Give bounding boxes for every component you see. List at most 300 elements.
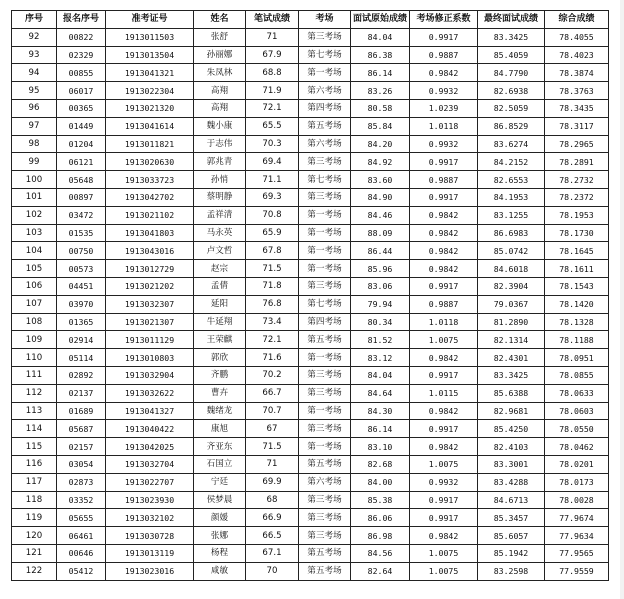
cell-reg-no: 02157 bbox=[57, 438, 106, 456]
cell-index: 115 bbox=[12, 438, 57, 456]
cell-name: 石国立 bbox=[194, 455, 246, 473]
table-body bbox=[12, 28, 609, 580]
table-row bbox=[12, 509, 609, 527]
cell-written-score: 65.9 bbox=[246, 224, 299, 242]
cell-room-factor: 0.9917 bbox=[410, 491, 478, 509]
header-cell-total-score: 综合成绩 bbox=[545, 11, 609, 29]
cell-raw-interview: 80.58 bbox=[351, 99, 410, 117]
cell-total-score: 78.0550 bbox=[545, 420, 609, 438]
cell-exam-room: 第七考场 bbox=[299, 46, 351, 64]
cell-exam-room: 第一考场 bbox=[299, 242, 351, 260]
table-row bbox=[12, 242, 609, 260]
cell-room-factor: 0.9842 bbox=[410, 349, 478, 367]
cell-final-interview: 84.6018 bbox=[478, 260, 545, 278]
cell-reg-no: 05648 bbox=[57, 171, 106, 189]
cell-final-interview: 85.4059 bbox=[478, 46, 545, 64]
cell-raw-interview: 84.20 bbox=[351, 135, 410, 153]
cell-exam-room: 第四考场 bbox=[299, 99, 351, 117]
table-row bbox=[12, 277, 609, 295]
cell-room-factor: 1.0115 bbox=[410, 384, 478, 402]
cell-name: 朱凤林 bbox=[194, 64, 246, 82]
cell-name: 赵宗 bbox=[194, 260, 246, 278]
cell-room-factor: 0.9917 bbox=[410, 366, 478, 384]
cell-raw-interview: 83.10 bbox=[351, 438, 410, 456]
cell-total-score: 78.3435 bbox=[545, 99, 609, 117]
cell-total-score: 78.2965 bbox=[545, 135, 609, 153]
cell-raw-interview: 83.12 bbox=[351, 349, 410, 367]
cell-total-score: 78.0462 bbox=[545, 438, 609, 456]
cell-exam-room: 第五考场 bbox=[299, 331, 351, 349]
cell-exam-room: 第五考场 bbox=[299, 117, 351, 135]
cell-total-score: 78.0855 bbox=[545, 366, 609, 384]
cell-total-score: 78.0201 bbox=[545, 455, 609, 473]
cell-final-interview: 85.6388 bbox=[478, 384, 545, 402]
cell-ticket-no: 1913012729 bbox=[106, 260, 194, 278]
cell-ticket-no: 1913042702 bbox=[106, 188, 194, 206]
cell-room-factor: 1.0075 bbox=[410, 544, 478, 562]
cell-ticket-no: 1913022304 bbox=[106, 82, 194, 100]
cell-reg-no: 00365 bbox=[57, 99, 106, 117]
cell-index: 114 bbox=[12, 420, 57, 438]
cell-final-interview: 84.1953 bbox=[478, 188, 545, 206]
cell-room-factor: 0.9842 bbox=[410, 206, 478, 224]
table-row bbox=[12, 420, 609, 438]
cell-index: 122 bbox=[12, 562, 57, 580]
cell-room-factor: 1.0118 bbox=[410, 117, 478, 135]
header-cell-reg-no: 报名序号 bbox=[57, 11, 106, 29]
cell-room-factor: 0.9932 bbox=[410, 135, 478, 153]
cell-exam-room: 第三考场 bbox=[299, 277, 351, 295]
cell-raw-interview: 84.90 bbox=[351, 188, 410, 206]
cell-room-factor: 0.9842 bbox=[410, 224, 478, 242]
cell-exam-room: 第一考场 bbox=[299, 349, 351, 367]
cell-reg-no: 02329 bbox=[57, 46, 106, 64]
cell-reg-no: 06017 bbox=[57, 82, 106, 100]
cell-ticket-no: 1913041803 bbox=[106, 224, 194, 242]
cell-name: 张舒 bbox=[194, 28, 246, 46]
cell-exam-room: 第一考场 bbox=[299, 206, 351, 224]
cell-final-interview: 83.1255 bbox=[478, 206, 545, 224]
table-row bbox=[12, 438, 609, 456]
cell-total-score: 78.1645 bbox=[545, 242, 609, 260]
cell-reg-no: 02914 bbox=[57, 331, 106, 349]
header-row bbox=[12, 11, 609, 29]
cell-written-score: 70.7 bbox=[246, 402, 299, 420]
cell-written-score: 67.1 bbox=[246, 544, 299, 562]
cell-ticket-no: 1913041614 bbox=[106, 117, 194, 135]
cell-exam-room: 第三考场 bbox=[299, 527, 351, 545]
cell-final-interview: 83.3425 bbox=[478, 28, 545, 46]
cell-room-factor: 0.9842 bbox=[410, 260, 478, 278]
cell-reg-no: 05655 bbox=[57, 509, 106, 527]
cell-reg-no: 04451 bbox=[57, 277, 106, 295]
header-cell-written-score: 笔试成绩 bbox=[246, 11, 299, 29]
cell-reg-no: 01535 bbox=[57, 224, 106, 242]
cell-written-score: 72.1 bbox=[246, 99, 299, 117]
cell-ticket-no: 1913023930 bbox=[106, 491, 194, 509]
cell-written-score: 67.8 bbox=[246, 242, 299, 260]
cell-index: 104 bbox=[12, 242, 57, 260]
table-row bbox=[12, 135, 609, 153]
cell-written-score: 70.2 bbox=[246, 366, 299, 384]
cell-name: 张娜 bbox=[194, 527, 246, 545]
cell-index: 96 bbox=[12, 99, 57, 117]
cell-name: 宁廷 bbox=[194, 473, 246, 491]
cell-name: 郭兆青 bbox=[194, 153, 246, 171]
cell-total-score: 78.4055 bbox=[545, 28, 609, 46]
cell-final-interview: 82.3904 bbox=[478, 277, 545, 295]
cell-ticket-no: 1913041327 bbox=[106, 402, 194, 420]
cell-index: 119 bbox=[12, 509, 57, 527]
table-row bbox=[12, 64, 609, 82]
cell-final-interview: 82.5059 bbox=[478, 99, 545, 117]
cell-reg-no: 01365 bbox=[57, 313, 106, 331]
cell-index: 108 bbox=[12, 313, 57, 331]
cell-total-score: 78.1953 bbox=[545, 206, 609, 224]
cell-exam-room: 第三考场 bbox=[299, 153, 351, 171]
cell-ticket-no: 1913010803 bbox=[106, 349, 194, 367]
cell-reg-no: 00822 bbox=[57, 28, 106, 46]
cell-exam-room: 第三考场 bbox=[299, 509, 351, 527]
cell-written-score: 65.5 bbox=[246, 117, 299, 135]
cell-ticket-no: 1913011821 bbox=[106, 135, 194, 153]
cell-index: 109 bbox=[12, 331, 57, 349]
cell-reg-no: 03970 bbox=[57, 295, 106, 313]
cell-raw-interview: 86.14 bbox=[351, 64, 410, 82]
cell-name: 咸敏 bbox=[194, 562, 246, 580]
cell-written-score: 70.8 bbox=[246, 206, 299, 224]
cell-exam-room: 第三考场 bbox=[299, 491, 351, 509]
cell-name: 郭欣 bbox=[194, 349, 246, 367]
table-row bbox=[12, 295, 609, 313]
cell-final-interview: 82.1314 bbox=[478, 331, 545, 349]
cell-exam-room: 第六考场 bbox=[299, 135, 351, 153]
cell-raw-interview: 86.44 bbox=[351, 242, 410, 260]
cell-raw-interview: 83.26 bbox=[351, 82, 410, 100]
cell-ticket-no: 1913032102 bbox=[106, 509, 194, 527]
cell-ticket-no: 1913040422 bbox=[106, 420, 194, 438]
cell-raw-interview: 84.64 bbox=[351, 384, 410, 402]
cell-exam-room: 第一考场 bbox=[299, 224, 351, 242]
header-cell-exam-room: 考场 bbox=[299, 11, 351, 29]
cell-reg-no: 02892 bbox=[57, 366, 106, 384]
cell-index: 98 bbox=[12, 135, 57, 153]
cell-exam-room: 第六考场 bbox=[299, 82, 351, 100]
cell-final-interview: 79.0367 bbox=[478, 295, 545, 313]
cell-exam-room: 第一考场 bbox=[299, 438, 351, 456]
cell-final-interview: 83.4288 bbox=[478, 473, 545, 491]
cell-ticket-no: 1913032622 bbox=[106, 384, 194, 402]
cell-name: 康旭 bbox=[194, 420, 246, 438]
table-row bbox=[12, 384, 609, 402]
cell-exam-room: 第五考场 bbox=[299, 562, 351, 580]
cell-total-score: 78.1328 bbox=[545, 313, 609, 331]
cell-total-score: 78.2891 bbox=[545, 153, 609, 171]
cell-room-factor: 0.9932 bbox=[410, 473, 478, 491]
cell-total-score: 78.1420 bbox=[545, 295, 609, 313]
cell-index: 117 bbox=[12, 473, 57, 491]
cell-reg-no: 03472 bbox=[57, 206, 106, 224]
cell-raw-interview: 84.04 bbox=[351, 28, 410, 46]
cell-ticket-no: 1913020630 bbox=[106, 153, 194, 171]
cell-written-score: 67 bbox=[246, 420, 299, 438]
cell-name: 卢文哲 bbox=[194, 242, 246, 260]
cell-ticket-no: 1913041321 bbox=[106, 64, 194, 82]
cell-reg-no: 06461 bbox=[57, 527, 106, 545]
table-row bbox=[12, 366, 609, 384]
cell-index: 116 bbox=[12, 455, 57, 473]
cell-final-interview: 82.6938 bbox=[478, 82, 545, 100]
cell-total-score: 78.1543 bbox=[545, 277, 609, 295]
cell-index: 121 bbox=[12, 544, 57, 562]
cell-total-score: 78.3763 bbox=[545, 82, 609, 100]
cell-room-factor: 0.9932 bbox=[410, 82, 478, 100]
cell-room-factor: 0.9917 bbox=[410, 28, 478, 46]
table-row bbox=[12, 544, 609, 562]
cell-name: 延阳 bbox=[194, 295, 246, 313]
header-cell-final-interview: 最终面试成绩 bbox=[478, 11, 545, 29]
cell-index: 107 bbox=[12, 295, 57, 313]
cell-name: 魏小康 bbox=[194, 117, 246, 135]
cell-total-score: 77.9565 bbox=[545, 544, 609, 562]
cell-room-factor: 1.0075 bbox=[410, 455, 478, 473]
cell-ticket-no: 1913042025 bbox=[106, 438, 194, 456]
cell-written-score: 68.8 bbox=[246, 64, 299, 82]
cell-exam-room: 第一考场 bbox=[299, 260, 351, 278]
cell-written-score: 71.1 bbox=[246, 171, 299, 189]
cell-raw-interview: 84.04 bbox=[351, 366, 410, 384]
cell-final-interview: 82.4103 bbox=[478, 438, 545, 456]
cell-room-factor: 0.9842 bbox=[410, 527, 478, 545]
cell-room-factor: 0.9917 bbox=[410, 277, 478, 295]
score-table-container bbox=[11, 10, 608, 581]
cell-room-factor: 0.9917 bbox=[410, 509, 478, 527]
cell-room-factor: 1.0239 bbox=[410, 99, 478, 117]
header-cell-raw-interview: 面试原始成绩 bbox=[351, 11, 410, 29]
cell-name: 马永英 bbox=[194, 224, 246, 242]
cell-ticket-no: 1913023016 bbox=[106, 562, 194, 580]
cell-raw-interview: 84.46 bbox=[351, 206, 410, 224]
cell-raw-interview: 85.96 bbox=[351, 260, 410, 278]
cell-room-factor: 0.9842 bbox=[410, 64, 478, 82]
cell-room-factor: 0.9887 bbox=[410, 171, 478, 189]
cell-ticket-no: 1913021202 bbox=[106, 277, 194, 295]
cell-exam-room: 第一考场 bbox=[299, 64, 351, 82]
cell-final-interview: 83.2598 bbox=[478, 562, 545, 580]
cell-total-score: 77.9674 bbox=[545, 509, 609, 527]
cell-ticket-no: 1913033723 bbox=[106, 171, 194, 189]
cell-raw-interview: 86.98 bbox=[351, 527, 410, 545]
cell-final-interview: 83.3001 bbox=[478, 455, 545, 473]
cell-written-score: 71 bbox=[246, 455, 299, 473]
cell-final-interview: 84.6713 bbox=[478, 491, 545, 509]
cell-reg-no: 05687 bbox=[57, 420, 106, 438]
cell-reg-no: 06121 bbox=[57, 153, 106, 171]
table-row bbox=[12, 206, 609, 224]
cell-written-score: 71.8 bbox=[246, 277, 299, 295]
cell-final-interview: 83.3425 bbox=[478, 366, 545, 384]
cell-reg-no: 01204 bbox=[57, 135, 106, 153]
cell-reg-no: 03352 bbox=[57, 491, 106, 509]
cell-raw-interview: 80.34 bbox=[351, 313, 410, 331]
table-row bbox=[12, 171, 609, 189]
cell-raw-interview: 86.14 bbox=[351, 420, 410, 438]
table-row bbox=[12, 260, 609, 278]
cell-total-score: 77.9559 bbox=[545, 562, 609, 580]
table-row bbox=[12, 99, 609, 117]
cell-raw-interview: 88.09 bbox=[351, 224, 410, 242]
cell-exam-room: 第五考场 bbox=[299, 544, 351, 562]
cell-written-score: 71 bbox=[246, 28, 299, 46]
cell-ticket-no: 1913021102 bbox=[106, 206, 194, 224]
cell-total-score: 78.2732 bbox=[545, 171, 609, 189]
cell-total-score: 78.1611 bbox=[545, 260, 609, 278]
cell-index: 103 bbox=[12, 224, 57, 242]
cell-reg-no: 00646 bbox=[57, 544, 106, 562]
table-row bbox=[12, 153, 609, 171]
cell-reg-no: 05114 bbox=[57, 349, 106, 367]
cell-raw-interview: 83.60 bbox=[351, 171, 410, 189]
cell-raw-interview: 81.52 bbox=[351, 331, 410, 349]
cell-raw-interview: 79.94 bbox=[351, 295, 410, 313]
cell-name: 于志伟 bbox=[194, 135, 246, 153]
cell-index: 112 bbox=[12, 384, 57, 402]
cell-reg-no: 05412 bbox=[57, 562, 106, 580]
cell-ticket-no: 1913032904 bbox=[106, 366, 194, 384]
cell-final-interview: 85.0742 bbox=[478, 242, 545, 260]
cell-ticket-no: 1913022707 bbox=[106, 473, 194, 491]
cell-index: 106 bbox=[12, 277, 57, 295]
table-row bbox=[12, 402, 609, 420]
cell-written-score: 66.9 bbox=[246, 509, 299, 527]
cell-written-score: 69.4 bbox=[246, 153, 299, 171]
cell-raw-interview: 82.68 bbox=[351, 455, 410, 473]
cell-index: 111 bbox=[12, 366, 57, 384]
cell-total-score: 77.9634 bbox=[545, 527, 609, 545]
cell-room-factor: 0.9842 bbox=[410, 402, 478, 420]
cell-written-score: 72.1 bbox=[246, 331, 299, 349]
cell-written-score: 76.8 bbox=[246, 295, 299, 313]
cell-reg-no: 01689 bbox=[57, 402, 106, 420]
cell-final-interview: 82.6553 bbox=[478, 171, 545, 189]
cell-final-interview: 85.3457 bbox=[478, 509, 545, 527]
cell-final-interview: 85.4250 bbox=[478, 420, 545, 438]
cell-name: 孙丽娜 bbox=[194, 46, 246, 64]
cell-raw-interview: 86.38 bbox=[351, 46, 410, 64]
cell-ticket-no: 1913032307 bbox=[106, 295, 194, 313]
cell-total-score: 78.0951 bbox=[545, 349, 609, 367]
cell-reg-no: 02873 bbox=[57, 473, 106, 491]
score-table bbox=[11, 10, 609, 581]
cell-final-interview: 81.2890 bbox=[478, 313, 545, 331]
cell-total-score: 78.0028 bbox=[545, 491, 609, 509]
cell-index: 120 bbox=[12, 527, 57, 545]
cell-name: 侯梦晨 bbox=[194, 491, 246, 509]
cell-index: 97 bbox=[12, 117, 57, 135]
cell-name: 齐亚东 bbox=[194, 438, 246, 456]
cell-total-score: 78.0173 bbox=[545, 473, 609, 491]
cell-reg-no: 00573 bbox=[57, 260, 106, 278]
cell-exam-room: 第四考场 bbox=[299, 313, 351, 331]
cell-exam-room: 第六考场 bbox=[299, 473, 351, 491]
cell-raw-interview: 84.30 bbox=[351, 402, 410, 420]
cell-written-score: 69.3 bbox=[246, 188, 299, 206]
cell-room-factor: 0.9842 bbox=[410, 438, 478, 456]
header-cell-room-factor: 考场修正系数 bbox=[410, 11, 478, 29]
cell-room-factor: 1.0118 bbox=[410, 313, 478, 331]
header-cell-ticket-no: 准考证号 bbox=[106, 11, 194, 29]
cell-raw-interview: 82.64 bbox=[351, 562, 410, 580]
cell-ticket-no: 1913043016 bbox=[106, 242, 194, 260]
table-row bbox=[12, 491, 609, 509]
cell-written-score: 66.5 bbox=[246, 527, 299, 545]
cell-final-interview: 86.8529 bbox=[478, 117, 545, 135]
cell-exam-room: 第三考场 bbox=[299, 366, 351, 384]
cell-raw-interview: 85.38 bbox=[351, 491, 410, 509]
table-row bbox=[12, 331, 609, 349]
cell-index: 110 bbox=[12, 349, 57, 367]
cell-ticket-no: 1913013119 bbox=[106, 544, 194, 562]
cell-ticket-no: 1913011503 bbox=[106, 28, 194, 46]
header-cell-name: 姓名 bbox=[194, 11, 246, 29]
cell-name: 高翔 bbox=[194, 82, 246, 100]
cell-written-score: 70.3 bbox=[246, 135, 299, 153]
cell-name: 颜媛 bbox=[194, 509, 246, 527]
cell-final-interview: 83.6274 bbox=[478, 135, 545, 153]
cell-total-score: 78.3117 bbox=[545, 117, 609, 135]
table-row bbox=[12, 562, 609, 580]
cell-written-score: 66.7 bbox=[246, 384, 299, 402]
cell-final-interview: 84.7790 bbox=[478, 64, 545, 82]
cell-index: 94 bbox=[12, 64, 57, 82]
cell-index: 92 bbox=[12, 28, 57, 46]
cell-raw-interview: 84.00 bbox=[351, 473, 410, 491]
cell-total-score: 78.0603 bbox=[545, 402, 609, 420]
cell-raw-interview: 83.06 bbox=[351, 277, 410, 295]
cell-name: 蔡明静 bbox=[194, 188, 246, 206]
table-row bbox=[12, 527, 609, 545]
cell-total-score: 78.3874 bbox=[545, 64, 609, 82]
cell-total-score: 78.1730 bbox=[545, 224, 609, 242]
cell-room-factor: 0.9917 bbox=[410, 188, 478, 206]
cell-written-score: 71.9 bbox=[246, 82, 299, 100]
cell-index: 118 bbox=[12, 491, 57, 509]
cell-ticket-no: 1913030728 bbox=[106, 527, 194, 545]
cell-name: 牛延翔 bbox=[194, 313, 246, 331]
cell-reg-no: 00897 bbox=[57, 188, 106, 206]
cell-exam-room: 第三考场 bbox=[299, 188, 351, 206]
cell-exam-room: 第五考场 bbox=[299, 455, 351, 473]
table-row bbox=[12, 188, 609, 206]
cell-exam-room: 第七考场 bbox=[299, 171, 351, 189]
cell-index: 102 bbox=[12, 206, 57, 224]
cell-written-score: 71.5 bbox=[246, 438, 299, 456]
table-row bbox=[12, 117, 609, 135]
cell-reg-no: 02137 bbox=[57, 384, 106, 402]
cell-total-score: 78.2372 bbox=[545, 188, 609, 206]
cell-room-factor: 1.0075 bbox=[410, 331, 478, 349]
cell-raw-interview: 86.06 bbox=[351, 509, 410, 527]
cell-ticket-no: 1913011129 bbox=[106, 331, 194, 349]
cell-exam-room: 第三考场 bbox=[299, 28, 351, 46]
cell-index: 101 bbox=[12, 188, 57, 206]
cell-raw-interview: 84.56 bbox=[351, 544, 410, 562]
header-cell-index: 序号 bbox=[12, 11, 57, 29]
cell-index: 99 bbox=[12, 153, 57, 171]
cell-room-factor: 0.9917 bbox=[410, 420, 478, 438]
cell-index: 95 bbox=[12, 82, 57, 100]
cell-final-interview: 85.6057 bbox=[478, 527, 545, 545]
